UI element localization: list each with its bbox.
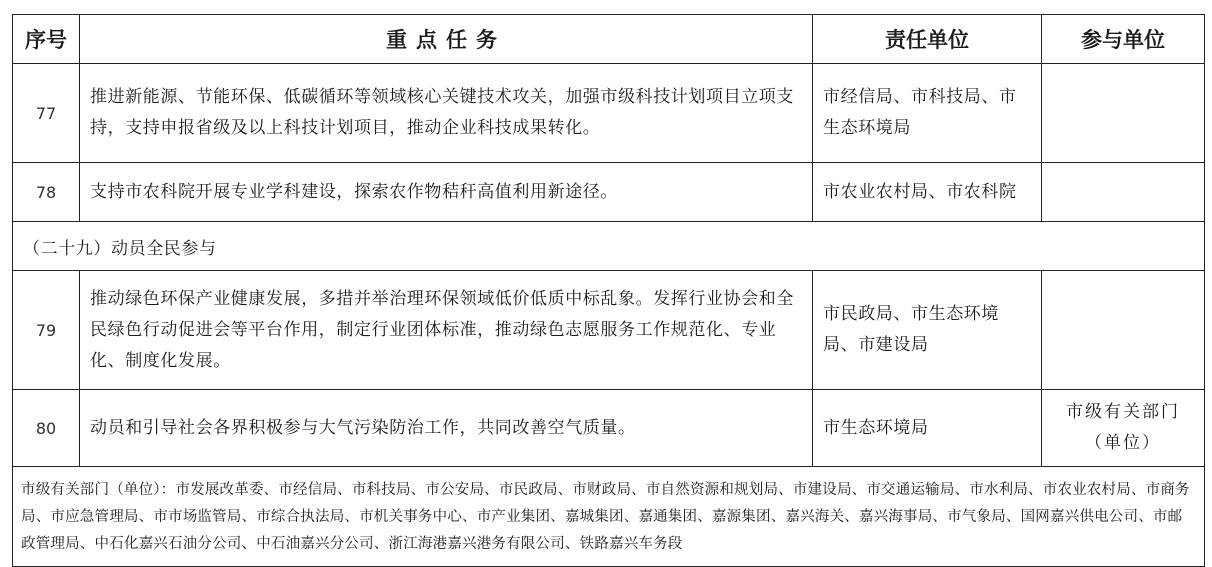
task-table [12,14,1205,567]
row-task: 支持市农科院开展专业学科建设，探索农作物秸秆高值利用新途径。 [80,163,813,222]
footnote: 市级有关部门（单位）：市发展改革委、市经信局、市科技局、市公安局、市民政局、市财政局、市自然资源和规划局、市建设局、市交通运输局、市水利局、市农业农村局、市商务局、市应急管理局、市市场监管局、市综合执法局、市机关事务中心、市产业集团、嘉城集团、嘉通集团、嘉源集团、嘉兴海关、嘉兴海事局、市气象局、国网嘉兴供电公司、市邮政管理局、中石化嘉兴石油分公司、中石油嘉兴分公司、浙江海港嘉兴港务有限公司、铁路嘉兴车务段 [13,467,1205,567]
row-responsible: 市生态环境局 [813,390,1042,467]
row-index: 77 [13,64,80,163]
table-row [13,390,1205,467]
table-row [13,64,1205,163]
note-row [13,467,1205,567]
row-participating [1042,64,1205,163]
row-index: 80 [13,390,80,467]
row-task: 推进新能源、节能环保、低碳循环等领域核心关键技术攻关，加强市级科技计划项目立项支持，支持申报省级及以上科技计划项目，推动企业科技成果转化。 [80,64,813,163]
row-index: 78 [13,163,80,222]
row-task: 推动绿色环保产业健康发展，多措并举治理环保领域低价低质中标乱象。发挥行业协会和全民绿色行动促进会等平台作用，制定行业团体标准，推动绿色志愿服务工作规范化、专业化、制度化发展。 [80,271,813,390]
row-task: 动员和引导社会各界积极参与大气污染防治工作，共同改善空气质量。 [80,390,813,467]
row-responsible: 市农业农村局、市农科院 [813,163,1042,222]
header-task: 重点任务 [80,15,813,64]
table-row [13,271,1205,390]
row-participating [1042,163,1205,222]
row-participating [1042,271,1205,390]
header-participating: 参与单位 [1042,15,1205,64]
header-responsible: 责任单位 [813,15,1042,64]
header-row [13,15,1205,64]
table-row [13,163,1205,222]
row-index: 79 [13,271,80,390]
row-responsible: 市民政局、市生态环境局、市建设局 [813,271,1042,390]
section-heading: （二十九）动员全民参与 [13,222,1205,271]
section-row [13,222,1205,271]
row-participating: 市级有关部门（单位） [1042,390,1205,467]
header-index: 序号 [13,15,80,64]
row-responsible: 市经信局、市科技局、市生态环境局 [813,64,1042,163]
